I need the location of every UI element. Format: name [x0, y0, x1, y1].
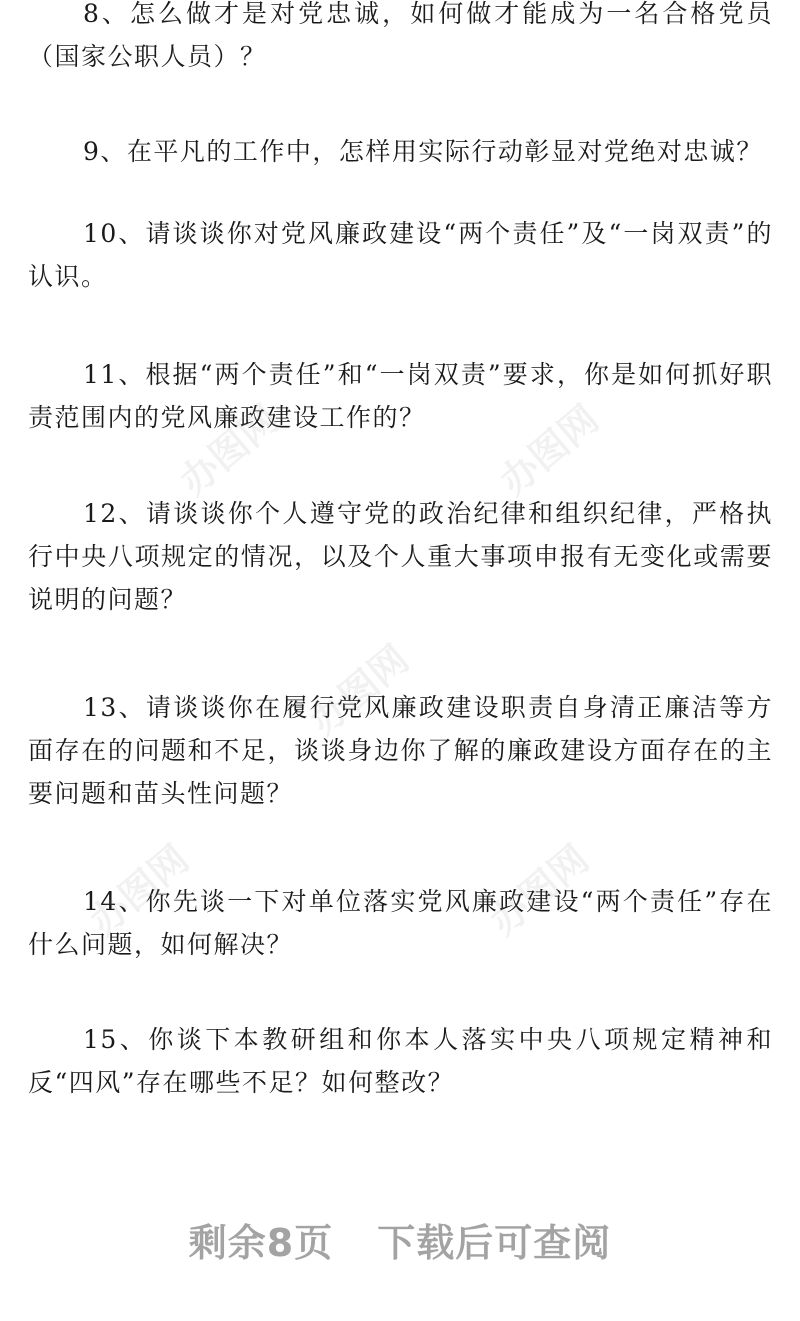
question-10: 10、请谈谈你对党风廉政建设“两个责任”及“一岗双责”的认识。 — [28, 219, 773, 291]
question-11: 11、根据“两个责任”和“一岗双责”要求，你是如何抓好职责范围内的党风廉政建设工作的？ — [28, 360, 773, 432]
question-13: 13、请谈谈你在履行党风廉政建设职责自身清正廉洁等方面存在的问题和不足，谈谈身边你了解的廉政建设方面存在的主要问题和苗头性问题？ — [28, 693, 773, 808]
watermark: 办图网 — [491, 396, 608, 504]
watermark: 办图网 — [481, 836, 598, 944]
download-hint-label: 下载后可查阅 — [377, 1221, 612, 1265]
question-14: 14、你先谈一下对单位落实党风廉政建设“两个责任”存在什么问题，如何解决？ — [28, 887, 773, 959]
watermark: 办图网 — [171, 396, 288, 504]
download-prompt-banner[interactable] — [0, 1212, 800, 1267]
question-12: 12、请谈谈你个人遵守党的政治纪律和组织纪律，严格执行中央八项规定的情况，以及个人重大事项申报有无变化或需要说明的问题？ — [28, 499, 773, 614]
question-15: 15、你谈下本教研组和你本人落实中央八项规定精神和反“四风”存在哪些不足？如何整改？ — [28, 1025, 773, 1097]
remaining-pages-label: 剩余8页 — [188, 1221, 334, 1265]
watermark: 办图网 — [81, 836, 198, 944]
watermark: 办图网 — [301, 636, 418, 744]
question-8: 8、怎么做才是对党忠诚，如何做才能成为一名合格党员（国家公职人员）？ — [28, 0, 773, 71]
question-9: 9、在平凡的工作中，怎样用实际行动彰显对党绝对忠诚？ — [83, 137, 763, 166]
